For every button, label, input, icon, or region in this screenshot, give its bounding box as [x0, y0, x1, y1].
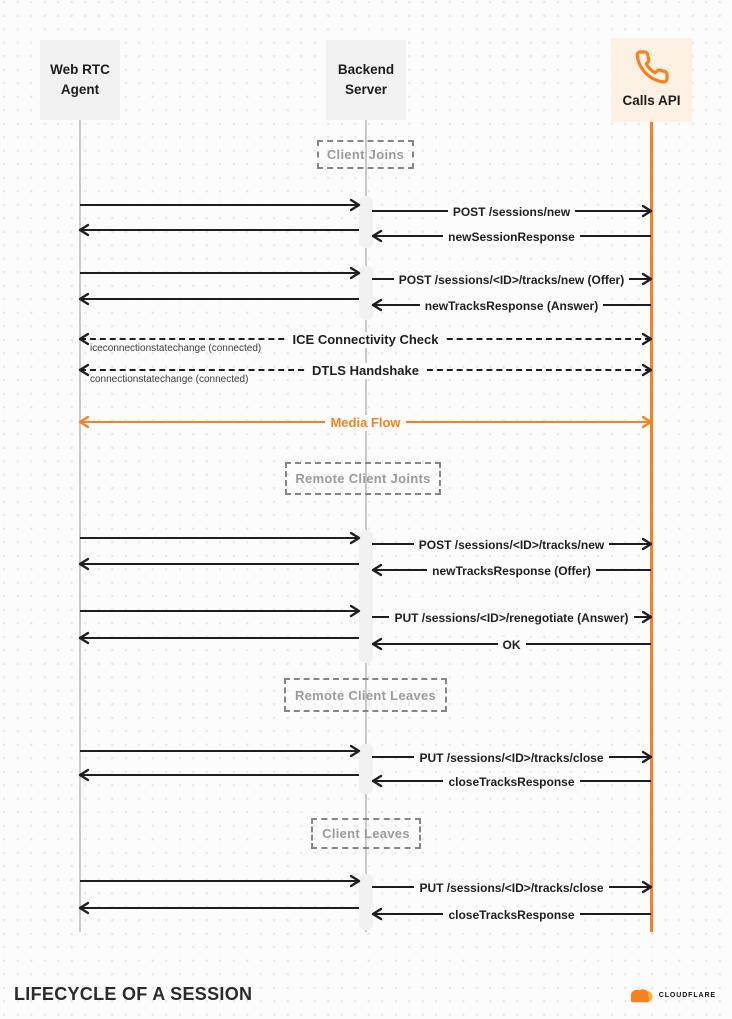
- message-label-wrap: [372, 271, 651, 287]
- message-label: POST /sessions/<ID>/tracks/new (Offer): [394, 272, 629, 288]
- event-sublabel: connectionstatechange (connected): [90, 374, 249, 385]
- message-line: [80, 907, 359, 909]
- message-label-wrap: [372, 562, 651, 578]
- message-label: PUT /sessions/<ID>/renegotiate (Answer): [389, 610, 633, 626]
- activation-bar: [359, 874, 373, 930]
- message-label-wrap: [372, 228, 651, 244]
- message-line: [80, 563, 359, 565]
- actor-calls-api: [611, 38, 692, 122]
- message-label: newTracksResponse (Answer): [420, 298, 603, 314]
- phone-icon: [634, 49, 670, 85]
- message-label: PUT /sessions/<ID>/tracks/close: [414, 880, 608, 896]
- message-line: [80, 774, 359, 776]
- actor-label-line2: Agent: [60, 82, 100, 97]
- step-label-box: Client Leaves: [311, 818, 421, 849]
- message-line: [80, 204, 359, 206]
- message-label-wrap: [372, 906, 651, 922]
- message-label: closeTracksResponse: [443, 774, 579, 790]
- actor-label-line1: Calls API: [622, 93, 681, 109]
- actor-webrtc-agent: [40, 40, 120, 120]
- message-line: [80, 610, 359, 612]
- step-label-box: Client Joins: [317, 140, 414, 169]
- message-label-wrap: [372, 297, 651, 313]
- actor-label-line1: Web RTC: [50, 62, 110, 78]
- message-line: [80, 537, 359, 539]
- message-label: Media Flow: [325, 415, 405, 431]
- message-line: [80, 750, 359, 752]
- message-label: DTLS Handshake: [307, 363, 424, 379]
- message-label-wrap: [372, 203, 651, 219]
- message-label: POST /sessions/new: [448, 204, 575, 220]
- message-line: [80, 880, 359, 882]
- event-sublabel: iceconnectionstatechange (connected): [90, 343, 262, 354]
- activation-bar: [359, 266, 373, 320]
- cloudflare-cloud-icon: [627, 988, 655, 1003]
- step-label-box: Remote Client Leaves: [284, 678, 447, 712]
- message-label: closeTracksResponse: [443, 907, 579, 923]
- lifeline-webrtc-agent: [79, 120, 81, 932]
- message-label: POST /sessions/<ID>/tracks/new: [414, 537, 609, 553]
- message-label-wrap: [372, 879, 651, 895]
- message-label: newTracksResponse (Offer): [427, 563, 596, 579]
- message-label: PUT /sessions/<ID>/tracks/close: [414, 750, 608, 766]
- actor-backend-server: [326, 40, 406, 120]
- message-label-wrap: [372, 609, 651, 625]
- message-label-wrap: [80, 414, 651, 430]
- message-line: [80, 637, 359, 639]
- cloudflare-wordmark: CLOUDFLARE: [658, 992, 716, 999]
- activation-bar: [359, 744, 373, 794]
- message-label-wrap: [372, 773, 651, 789]
- message-label: newSessionResponse: [443, 229, 580, 245]
- actor-label-line2: Server: [344, 82, 388, 97]
- activation-bar: [359, 530, 373, 663]
- message-label: ICE Connectivity Check: [288, 332, 444, 348]
- activation-bar: [359, 196, 373, 248]
- message-label-wrap: [372, 536, 651, 552]
- message-line: [80, 229, 359, 231]
- message-label-wrap: [372, 636, 651, 652]
- step-label-box: Remote Client Joints: [285, 462, 441, 495]
- message-label: OK: [498, 637, 526, 653]
- message-label-wrap: [372, 749, 651, 765]
- actor-label-line1: Backend: [337, 62, 395, 78]
- message-line: [80, 298, 359, 300]
- page-title: LIFECYCLE OF A SESSION: [14, 984, 253, 1004]
- message-line: [80, 272, 359, 274]
- cloudflare-logo: [627, 988, 716, 1003]
